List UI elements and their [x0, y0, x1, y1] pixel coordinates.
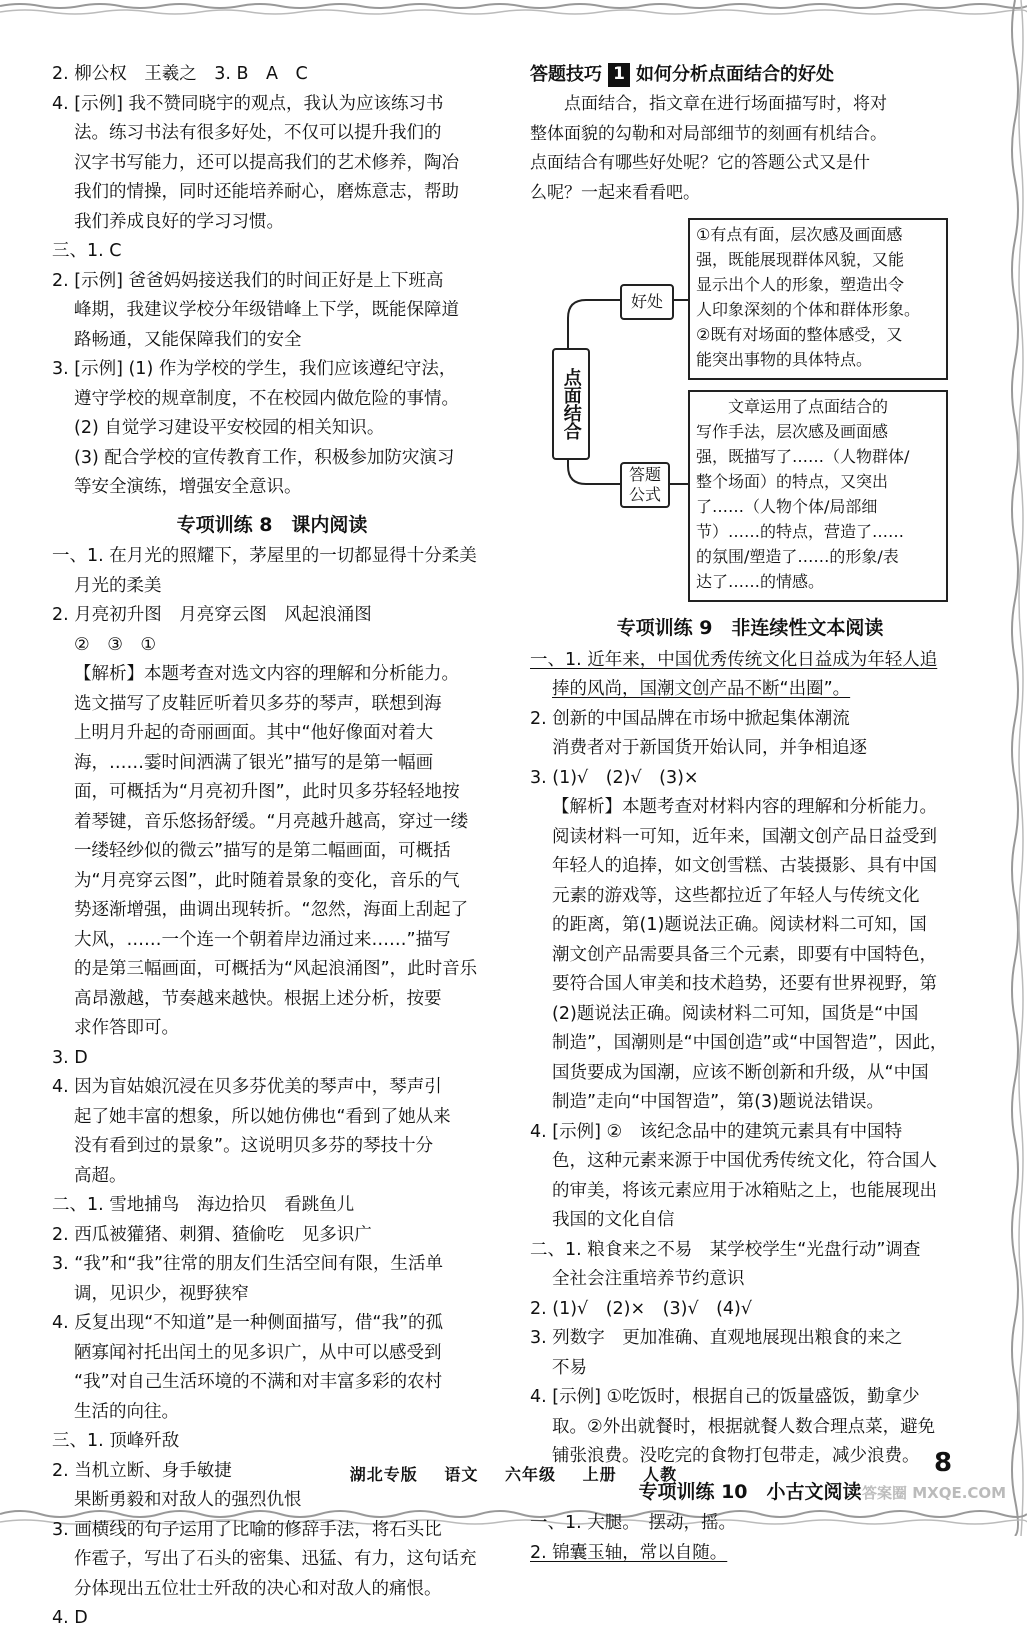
- tip-number-badge: 1: [608, 63, 630, 87]
- answer-line: 2. (1)√ (2)× (3)√ (4)√: [530, 1298, 753, 1319]
- mind-map-diagram: [530, 218, 970, 608]
- answer-line: (2) 自觉学习建设平安校园的相关知识。: [74, 418, 385, 438]
- diagram-text-line: ①有点有面，层次感及画面感: [696, 225, 903, 244]
- tip-line: 点面结合，指文章在进行场面描写时，将对: [564, 94, 887, 114]
- diagram-text-line: 显示出个人的形象，塑造出令: [696, 275, 905, 294]
- answer-line: 3. [示例] (1) 作为学校的学生，我们应该遵纪守法，: [52, 359, 457, 379]
- answer-line: 4. [示例] ② 该纪念品中的建筑元素具有中国特: [530, 1121, 903, 1142]
- top-decorative-border: [0, 0, 1027, 22]
- analysis-line: 选文描写了皮鞋匠听着贝多芬的琴声，联想到海: [74, 693, 442, 714]
- diagram-text-line: 的氛围/塑造了……的形象/表: [696, 547, 899, 566]
- answer-line: 捧的风尚，国潮文创产品不断“出圈”。: [552, 679, 851, 699]
- tip-line: 点面结合有哪些好处呢？它的答题公式又是什: [530, 153, 870, 173]
- answer-line: 一、1. 在月光的照耀下，茅屋里的一切都显得十分柔美: [52, 546, 477, 566]
- answer-line: 路畅通，又能保障我们的安全: [74, 329, 302, 350]
- watermark-logo: 答案圈 MXQE.COM: [862, 1484, 1007, 1502]
- answer-line: 三、1. 顶峰歼敌: [52, 1431, 180, 1451]
- analysis-line: 海，……霎时间洒满了银光”描写的是第一幅画: [74, 752, 434, 773]
- tip-paragraph: [530, 90, 970, 208]
- answer-line: 2. 月亮初升图 月亮穿云图 风起浪涌图: [52, 605, 372, 625]
- analysis-line: 制造”走向“中国智造”，第(3)题说法错误。: [552, 1092, 884, 1112]
- analysis-line: 大风，……一个连一个朝着岸边涌过来……”描写: [74, 929, 451, 950]
- answer-line: 我们的情操，同时还能培养耐心，磨炼意志，帮助: [74, 182, 459, 202]
- analysis-line: 年轻人的追捧，如文创雪糕、古装摄影、具有中国: [552, 856, 937, 876]
- answer-line: 4. 因为盲姑娘沉浸在贝多芬优美的琴声中，琴声引: [52, 1077, 442, 1097]
- diagram-text-line: 达了……的情感。: [696, 572, 825, 591]
- answer-line: 的审美，将该元素应用于冰箱贴之上，也能展现出: [552, 1180, 937, 1201]
- answer-line: 生活的向往。: [74, 1401, 179, 1422]
- footer-publisher: 人教: [643, 1465, 678, 1484]
- answer-line: 陋寡闻衬托出闰土的见多识广，从中可以感受到: [74, 1342, 442, 1363]
- answer-line: 3. “我”和“我”往常的朋友们生活空间有限，生活单: [52, 1254, 444, 1274]
- answer-line: 2. [示例] 爸爸妈妈接送我们的时间正好是上下班高: [52, 270, 444, 291]
- footer-edition: 湖北专版: [349, 1465, 418, 1484]
- analysis-line: 的是第三幅画面，可概括为“风起浪涌图”，此时音乐: [74, 959, 478, 979]
- answer-line: 分体现出五位壮士歼敌的决心和对敌人的痛恨。: [74, 1578, 442, 1599]
- section-heading: 专项训练 9 非连续性文本阅读: [616, 617, 884, 639]
- analysis-line: 【解析】本题考查对材料内容的理解和分析能力。: [552, 797, 937, 817]
- analysis-line: 求作答即可。: [74, 1018, 179, 1038]
- tip-line: 么呢？一起来看看吧。: [530, 182, 700, 203]
- answer-line: 3. 画横线的句子运用了比喻的修辞手法，将石头比: [52, 1519, 442, 1540]
- diagram-text-line: ②既有对场面的整体感受，又: [696, 325, 903, 344]
- answer-line: 果断勇毅和对敌人的强烈仇恨: [74, 1490, 302, 1510]
- answer-line: 二、1. 雪地捕鸟 海边拾贝 看跳鱼儿: [52, 1195, 355, 1215]
- answer-line: 等安全演练，增强安全意识。: [74, 477, 302, 497]
- answer-line: ② ③ ①: [74, 634, 157, 655]
- answer-line: 三、1. C: [52, 241, 122, 261]
- page-number: 8: [934, 1448, 953, 1478]
- answer-line: 2. 西瓜被獾猪、刺猬、猹偷吃 见多识广: [52, 1224, 372, 1245]
- tip-header: [530, 60, 970, 90]
- section-heading: 专项训练 8 课内阅读: [176, 513, 368, 536]
- diagram-benefit-text: [688, 218, 948, 380]
- diagram-text-line: 整个场面）的特点，又突出: [696, 472, 889, 491]
- analysis-line: 的距离，第(1)题说法正确。阅读材料二可知，国: [552, 915, 927, 935]
- analysis-line: (2)题说法正确。阅读材料二可知，国货是“中国: [552, 1003, 919, 1024]
- left-column: [52, 60, 492, 1634]
- analysis-line: 元素的游戏等，这些都拉近了年轻人与传统文化: [552, 885, 920, 906]
- answer-line: 2. 当机立断、身手敏捷: [52, 1460, 232, 1481]
- analysis-line: 面，可概括为“月亮初升图”，此时贝多芬轻轻地按: [74, 782, 460, 802]
- analysis-line: 【解析】本题考查对选文内容的理解和分析能力。: [74, 664, 459, 684]
- answer-line: 作雹子，写出了石头的密集、迅猛、有力，这句话充: [74, 1549, 477, 1569]
- answer-line: 二、1. 粮食来之不易 某学校学生“光盘行动”调查: [530, 1239, 921, 1260]
- answer-line: 全社会注重培养节约意识: [552, 1269, 745, 1289]
- diagram-text-line: 写作手法，层次感及画面感: [696, 422, 889, 441]
- diagram-text-line: 节）……的特点，营造了……: [696, 522, 905, 541]
- answer-line: 铺张浪费。没吃完的食物打包带走，减少浪费。: [552, 1446, 920, 1466]
- diagram-benefit-node: 好处: [620, 284, 674, 320]
- footer-volume: 上册: [582, 1465, 617, 1484]
- diagram-formula-text: [688, 390, 948, 602]
- diagram-formula-node: 答题公式: [620, 462, 670, 508]
- tip-line: 整体面貌的勾勒和对局部细节的刻画有机结合。: [530, 123, 887, 144]
- analysis-line: 势逐渐增强，曲调出现转折。“忽然，海面上刮起了: [74, 900, 469, 920]
- answer-line: 3. (1)√ (2)√ (3)×: [530, 767, 699, 788]
- answer-line: 我们养成良好的学习习惯。: [74, 211, 284, 232]
- analysis-line: 一缕轻纱似的微云”描写的是第二幅画面，可概括: [74, 841, 451, 861]
- answer-line: 4. D: [52, 1608, 88, 1628]
- diagram-text-line: 能突出事物的具体特点。: [696, 350, 873, 369]
- answer-line: 2. 锦囊玉轴，常以自随。: [530, 1542, 728, 1563]
- analysis-line: 制造”，国潮则是“中国创造”或“中国智造”，因此，: [552, 1033, 948, 1053]
- diagram-root-node: 点面结合: [552, 348, 590, 460]
- section-heading: 专项训练 10 小古文阅读: [638, 1480, 862, 1503]
- answer-line: 调，见识少，视野狭窄: [74, 1283, 249, 1304]
- answer-line: 2. 柳公权 王羲之 3. B A C: [52, 64, 308, 84]
- answer-line: 遵守学校的规章制度，不在校园内做危险的事情。: [74, 388, 459, 409]
- analysis-line: 潮文创产品需要具备三个元素，即要有中国特色，: [552, 944, 937, 965]
- analysis-line: 要符合国人审美和技术趋势，还要有世界视野，第: [552, 974, 937, 994]
- answer-line: (3) 配合学校的宣传教育工作，积极参加防灾演习: [74, 447, 455, 468]
- answer-line: 我国的文化自信: [552, 1210, 675, 1230]
- footer-grade: 六年级: [504, 1465, 556, 1484]
- answer-line: 4. [示例] ①吃饭时，根据自己的饭量盛饭，勤拿少: [530, 1387, 920, 1407]
- answer-line: 月光的柔美: [74, 575, 162, 596]
- diagram-text-line: 人印象深刻的个体和群体形象。: [696, 300, 921, 319]
- footer-subject: 语文: [444, 1465, 479, 1484]
- diagram-text-line: 文章运用了点面结合的: [728, 397, 889, 416]
- right-column: [530, 60, 970, 1568]
- answer-line: 不易: [552, 1357, 587, 1378]
- answer-line: 消费者对于新国货开始认同，并争相追逐: [552, 738, 867, 758]
- answer-line: “我”对自己生活环境的不满和对丰富多彩的农村: [74, 1372, 443, 1392]
- diagram-text-line: 强，既描写了……（人物群体/: [696, 447, 910, 466]
- answer-line: 汉字书写能力，还可以提高我们的艺术修养，陶冶: [74, 152, 459, 173]
- diagram-text-line: 了……（人物个体/局部细: [696, 497, 878, 516]
- tip-label: 答题技巧: [530, 64, 602, 86]
- analysis-line: 国货要成为国潮，应该不断创新和升级，从“中国: [552, 1062, 929, 1083]
- answer-line: 4. [示例] 我不赞同晓宇的观点，我认为应该练习书: [52, 93, 444, 114]
- answer-line: 4. 反复出现“不知道”是一种侧面描写，借“我”的孤: [52, 1313, 444, 1333]
- answer-line: 3. D: [52, 1047, 88, 1068]
- analysis-line: 上明月升起的奇丽画面。其中“他好像面对着大: [74, 723, 434, 743]
- answer-line: 取。②外出就餐时，根据就餐人数合理点菜，避免: [552, 1416, 936, 1437]
- answer-line: 高超。: [74, 1165, 127, 1186]
- answer-line: 一、1. 近年来，中国优秀传统文化日益成为年轻人追: [530, 649, 938, 670]
- answer-line: 2. 创新的中国品牌在市场中掀起集体潮流: [530, 708, 850, 729]
- answer-line: 法。练习书法有很多好处，不仅可以提升我们的: [74, 123, 442, 143]
- analysis-line: 着琴键，音乐悠扬舒缓。“月亮越升越高，穿过一缕: [74, 811, 469, 832]
- tip-title: 如何分析点面结合的好处: [636, 64, 834, 86]
- analysis-line: 高昂激越，节奏越来越快。根据上述分析，按要: [74, 988, 442, 1009]
- answer-line: 色，这种元素来源于中国优秀传统文化，符合国人: [552, 1151, 937, 1171]
- answer-line: 3. 列数字 更加准确、直观地展现出粮食的来之: [530, 1328, 903, 1348]
- analysis-line: 阅读材料一可知，近年来，国潮文创产品日益受到: [552, 826, 937, 847]
- answer-line: 没有看到过的景象”。这说明贝多芬的琴技十分: [74, 1136, 434, 1156]
- right-decorative-border: [1001, 0, 1027, 1536]
- diagram-text-line: 强，既能展现群体风貌，又能: [696, 250, 905, 269]
- answer-line: 一、1. 大腿。 摆动，摇。: [530, 1513, 737, 1533]
- answer-line: 起了她丰富的想象，所以她仿佛也“看到了她从来: [74, 1106, 451, 1127]
- answer-line: 峰期，我建议学校分年级错峰上下学，既能保障道: [74, 300, 459, 320]
- analysis-line: 为“月亮穿云图”，此时随着景象的变化，音乐的气: [74, 870, 460, 891]
